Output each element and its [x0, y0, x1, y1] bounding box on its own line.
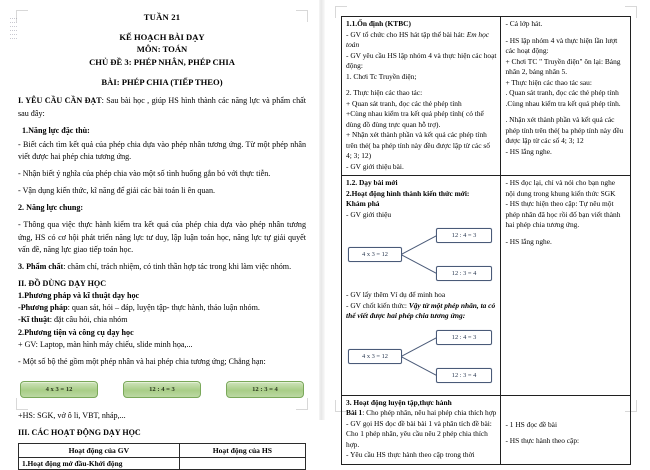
page-right: [325, 0, 650, 460]
lesson-row-2-gv: [342, 176, 501, 396]
teaching-technique-text: : đặt câu hỏi, chia nhóm: [49, 315, 128, 325]
r2-gv-line-1: - GV giới thiệu: [346, 209, 392, 219]
r1-gv-line-7: + Nhận xét thành phần và kết quả các phép tính trên thẻ( ba phép tính này đều được lập từ các số 4; 3; 12): [346, 130, 490, 161]
r2-gv-heading-2: 2.Hoạt động hình thành kiến thức mới:: [346, 188, 470, 198]
lesson-row-1-hs: [501, 17, 631, 176]
math-chip-division-2: 12 : 3 = 4: [226, 381, 304, 398]
page-left: [0, 0, 319, 469]
diagram-connector-line-lower-2: [401, 356, 437, 376]
heading-lesson: BÀI: PHÉP CHIA (TIẾP THEO): [101, 77, 223, 88]
teaching-method-title: 1.Phương pháp và kĩ thuật dạy học: [18, 291, 140, 301]
item-2-bullet-1: - Thông qua việc thực hành kiểm tra kết quả của phép chia dựa vào phép nhân tương ứng, HS có cơ hội phát triển năng lực tư duy, lập luận toán học, năng lực tự giải quyết vấn đề, năng lực giao tiếp toán học.: [18, 220, 306, 254]
diagram-source-box-1: 4 x 3 = 12: [348, 247, 402, 262]
r1-gv-line-4: 2. Thực hiện các thao tác:: [346, 88, 423, 98]
item-3-quality: [18, 261, 306, 273]
r1-gv-line-1-text: - GV tổ chức cho HS hát tập thể bài hát:: [346, 29, 467, 39]
activity-row-gv: 1.Hoạt động mở đầu-Khởi động: [19, 458, 180, 470]
teaching-means-gv: + GV: Laptop, màn hình máy chiếu, slide minh họa,...: [18, 339, 193, 349]
r1-hs-line-5: . Quan sát tranh, đọc các thẻ phép tính: [505, 88, 619, 98]
r3-gv-line-1: - GV gọi HS đọc đề bài bài 1 và phân tích đề bài: Cho 1 phép nhân, yêu cầu nêu 2 phép chia thích hợp.: [346, 418, 492, 449]
item-1-bullet-1: - Biết cách tìm kết quả của phép chia dựa vào phép nhân tương ứng. Từ một phép nhân viết được hai phép chia tương ứng.: [18, 139, 306, 161]
diagram-connector-line-upper-2: [401, 337, 437, 357]
table-row: [342, 395, 631, 464]
heading-topic: CHỦ ĐỀ 3: PHÉP NHÂN, PHÉP CHIA: [89, 56, 235, 67]
teaching-technique-label: -Kĩ thuật: [18, 315, 50, 325]
r2-gv-heading-3: Khám phá: [346, 199, 380, 209]
lesson-row-1-gv: [342, 17, 501, 176]
col-header-gv: Hoạt động của GV: [19, 444, 180, 458]
r1-gv-line-3: 1. Chơi Tc Truyền điện;: [346, 71, 417, 81]
r1-gv-heading: 1.1.Ổn định (KTBC): [346, 19, 411, 28]
division-relationship-diagram-1: [348, 227, 496, 281]
item-3-text: : chăm chỉ, trách nhiệm, có tinh thần hợp tác trong khi làm việc nhóm.: [63, 261, 292, 271]
math-chip-multiplication: 4 x 3 = 12: [20, 381, 98, 398]
division-relationship-diagram-2: [348, 329, 496, 383]
r2-gv-line-2: - GV lấy thêm Ví dụ để minh hoa: [346, 290, 446, 300]
lesson-activities-table: [341, 16, 631, 465]
activity-row-hs: [179, 458, 305, 470]
diagram-branch-box-2b: 12 : 3 = 4: [436, 368, 492, 383]
diagram-connector-line-upper-1: [401, 236, 437, 256]
teaching-method-label: -Phương pháp: [18, 303, 68, 313]
r3-gv-line-2: - Yêu cầu HS thực hành theo cặp trong thời: [346, 450, 475, 460]
math-chip-division-1: 12 : 4 = 3: [123, 381, 201, 398]
r1-hs-line-1: - Cả lớp hát.: [505, 19, 543, 28]
r2-hs-line-3: - HS lắng nghe.: [505, 236, 552, 246]
item-1-bullet-2: - Nhận biết ý nghĩa của phép chia vào một số tình huống gắn bó với thực tiễn.: [18, 169, 271, 179]
r3-gv-exercise: [346, 408, 496, 419]
item-2-title: 2. Năng lực chung:: [18, 203, 84, 213]
r2-gv-line-3: [346, 301, 496, 322]
r1-gv-line-1: [346, 30, 496, 51]
heading-week: TUẦN 21: [143, 12, 181, 22]
r1-gv-line-5: + Quan sát tranh, đọc các thẻ phép tính: [346, 98, 462, 108]
margin-dots-marker: [10, 18, 17, 40]
math-chip-row: [20, 381, 304, 398]
r1-hs-line-8: - HS lắng nghe.: [505, 146, 552, 156]
teaching-means-hs: +HS: SGK, vở ô li, VBT, nháp,...: [18, 411, 126, 421]
r3-gv-heading: 3. Hoạt động luyện tập,thực hành: [346, 397, 452, 407]
r2-gv-heading-1: 1.2. Dạy bài mới: [346, 178, 398, 188]
lesson-row-2-hs: [501, 176, 631, 396]
r1-gv-line-1-song-title: Em học toán: [346, 29, 490, 50]
teaching-means-title: 2.Phương tiện và công cụ dạy học: [18, 327, 134, 337]
r3-gv-exercise-text: : Cho phép nhân, nêu hai phép chia thích hợp: [362, 408, 497, 418]
col-header-hs: Hoạt động của HS: [179, 444, 305, 458]
heading-subject: MÔN: TOÁN: [136, 44, 188, 55]
r3-hs-line-1: - 1 HS đọc đề bài: [505, 419, 558, 429]
activities-table: [18, 443, 306, 470]
r2-hs-line-2: - HS thực hiện theo cặp: Tự nêu một phép nhân đã học rồi đố bạn viết thành hai phép chia tương ứng.: [505, 199, 621, 230]
r2-gv-line-3-lead: - GV chốt kiến thức:: [346, 300, 409, 310]
item-3-title: 3. Phẩm chất: [18, 261, 64, 271]
teaching-method: [18, 302, 306, 314]
r3-gv-exercise-label: Bài 1: [346, 408, 363, 418]
r1-hs-line-7: . Nhận xét thành phần và kết quả các phép tính trên thẻ( ba phép tính này đều được lập từ các số 4; 3; 12: [505, 115, 624, 146]
r3-hs-line-2: - HS thực hành theo cặp:: [505, 436, 580, 446]
r1-hs-line-4: + Thực hiện các thao tác sau:: [505, 77, 592, 87]
section-1-intro: : Sau bài học , giúp HS hình thành các năng lực và phẩm chất sau đây:: [18, 96, 307, 118]
table-row: [342, 176, 631, 396]
item-1-title: 1.Năng lực đặc thù:: [22, 125, 90, 135]
right-page-content: [341, 16, 631, 465]
diagram-branch-box-1b: 12 : 3 = 4: [436, 266, 492, 281]
r1-hs-line-3: + Chơi TC " Truyền điện" ôn lại: Bảng nhân 2, bảng nhân 5.: [505, 56, 621, 77]
r1-hs-line-6: .Cùng nhau kiểm tra kết quả phép tính.: [505, 98, 621, 108]
heading-plan: KẾ HOẠCH BÀI DẠY: [119, 32, 205, 42]
r1-gv-line-2: - GV yêu cầu HS lập nhóm 4 và thực hiện các hoạt động:: [346, 50, 497, 71]
section-1-label: I. YÊU CẦU CẦN ĐẠT: [18, 96, 102, 106]
r1-hs-line-2: - HS lập nhóm 4 và thực hiện lần lượt các hoạt động:: [505, 35, 618, 56]
left-page-content: [18, 12, 306, 470]
r1-gv-line-8: - GV giới thiệu bài.: [346, 161, 404, 171]
diagram-branch-box-1a: 12 : 4 = 3: [436, 228, 492, 243]
r1-gv-line-6: +Cùng nhau kiểm tra kết quả phép tính( có thể dùng đồ đùng trực quan hỗ trợ).: [346, 109, 484, 129]
teaching-means-cardset: - Một số bộ thẻ gồm một phép nhân và hai phép chia tương ứng; Chẳng hạn:: [18, 356, 266, 366]
r2-hs-line-1: - HS đọc lại, chỉ và nói cho bạn nghe nội dung trong khung kiến thức SGK: [505, 178, 616, 198]
diagram-branch-box-2a: 12 : 4 = 3: [436, 330, 492, 345]
section-2-label: II. ĐỒ DÙNG DẠY HỌC: [18, 279, 107, 289]
item-1-bullet-3: - Vận dụng kiến thức, kĩ năng để giải các bài toán li ên quan.: [18, 186, 216, 196]
section-3-label: III. CÁC HOẠT ĐỘNG DẠY HỌC: [18, 428, 141, 438]
section-1-requirements: [18, 95, 306, 119]
lesson-row-3-hs: [501, 395, 631, 464]
table-row: [342, 17, 631, 176]
table-row: [19, 458, 306, 470]
lesson-row-3-gv: [342, 395, 501, 464]
diagram-source-box-2: 4 x 3 = 12: [348, 349, 402, 364]
teaching-method-text: : quan sát, hỏi – đáp, luyện tập- thực hành, thảo luận nhóm.: [67, 303, 260, 313]
diagram-connector-line-lower-1: [401, 254, 437, 274]
table-header-row: [19, 444, 306, 458]
teaching-technique: [18, 314, 306, 326]
r2-gv-line-3-emphasis: Vậy từ một phép nhân, ta có thể viết được hai phép chia tương ứng:: [346, 300, 496, 321]
